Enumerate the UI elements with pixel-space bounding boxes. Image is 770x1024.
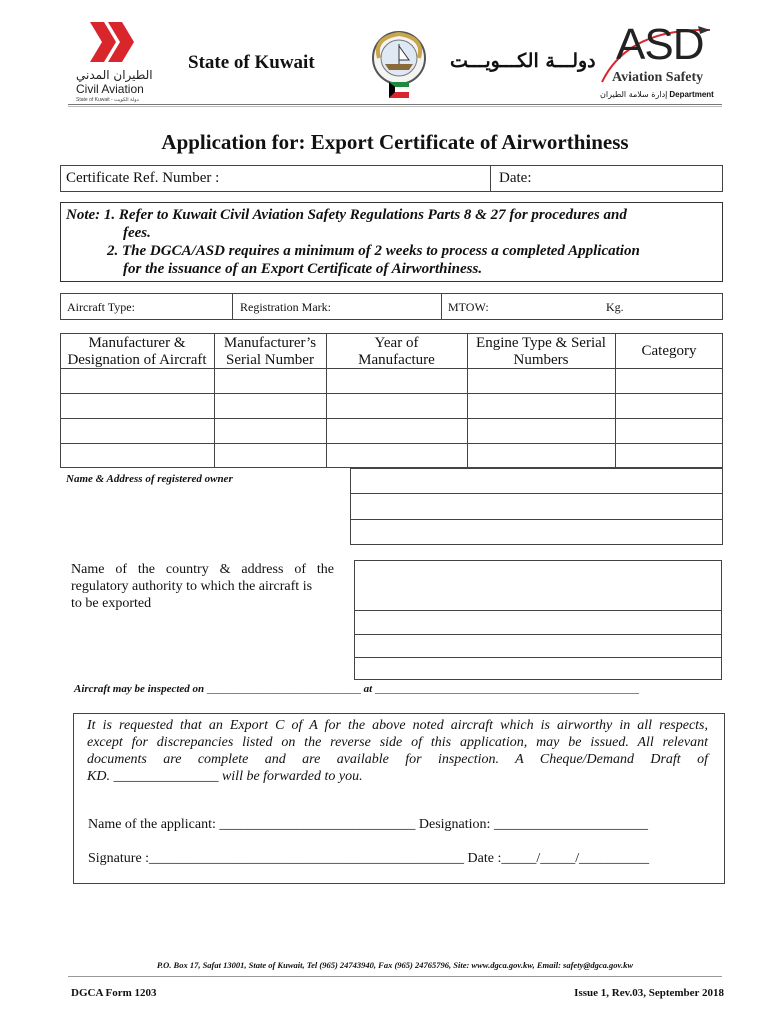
- request-paragraph: [87, 717, 708, 785]
- state-english-title: State of Kuwait: [188, 52, 315, 73]
- table-row-divider: [60, 418, 723, 419]
- country-field-line: [354, 634, 722, 635]
- footer-address: P.O. Box 17, Safat 13001, State of Kuwait, Tel (965) 24743940, Fax (965) 24765796, Site: www.dgca.gov.kw, Email: safety@dgca.gov.kw: [156, 960, 634, 970]
- civil-aviation-logo: [72, 22, 182, 108]
- col-header-manufacturer: [60, 335, 214, 369]
- request-line-1: It is requested that an Export C of A for the above noted aircraft which is airworthy in all respects,: [87, 718, 708, 733]
- request-line-4: KD. _______________ will be forwarded to you.: [87, 769, 363, 784]
- signature-line[interactable]: Signature :_____________________________________________ Date :_____/_____/__________: [88, 851, 650, 866]
- header-rule: [68, 104, 722, 105]
- cert-ref-field[interactable]: [60, 165, 491, 192]
- kuwait-emblem-icon: [367, 28, 431, 100]
- inspect-location-blank[interactable]: ________________________________________________: [374, 683, 639, 695]
- country-label-line2: regulatory authority to which the aircraft is: [71, 579, 313, 594]
- country-field[interactable]: [354, 560, 722, 680]
- owner-field-line: [350, 519, 723, 520]
- col-header-engine: [467, 335, 615, 369]
- state-arabic-title: دولـــة الكـــويـــت: [450, 50, 596, 72]
- applicant-line[interactable]: Name of the applicant: ____________________________ Designation: ______________________: [88, 817, 648, 832]
- note-line-2b: for the issuance of an Export Certificate of Airworthiness.: [123, 261, 483, 277]
- col-header-year: [326, 335, 467, 369]
- request-line-2: except for discrepancies listed on the reverse side of this application, may be issued. All relevant: [87, 735, 708, 750]
- col-header-category: Category: [641, 343, 697, 359]
- col-header-serial-line1: Manufacturer’s: [223, 335, 317, 351]
- page-title: Application for: Export Certificate of Airworthiness: [161, 130, 629, 154]
- asd-logo: [598, 20, 714, 104]
- inspect-line: [74, 683, 639, 695]
- table-row-divider: [60, 443, 723, 444]
- logo-english-text: Civil Aviation: [76, 82, 144, 96]
- footer-rule: [68, 976, 722, 977]
- inspect-date-blank[interactable]: ____________________________: [206, 683, 361, 695]
- header-rule-2: [68, 106, 722, 107]
- country-label: [71, 561, 334, 612]
- note-line-2: 2. The DGCA/ASD requires a minimum of 2 weeks to process a completed Application: [107, 243, 640, 259]
- aircraft-type-field[interactable]: [60, 293, 233, 320]
- asd-name: Aviation Safety: [612, 70, 704, 85]
- col-header-serial-line2: Serial Number: [226, 352, 314, 368]
- kg-label: Kg.: [606, 300, 624, 314]
- cert-ref-label: Certificate Ref. Number :: [66, 170, 220, 186]
- col-header-engine-line2: Numbers: [513, 352, 569, 368]
- country-field-line: [354, 657, 722, 658]
- asd-department: Department: [669, 90, 714, 99]
- col-header-manufacturer-line2: Designation of Aircraft: [67, 352, 207, 368]
- date-field[interactable]: [490, 165, 723, 192]
- owner-label: Name & Address of registered owner: [66, 473, 233, 485]
- inspect-at-label: at: [363, 683, 373, 695]
- note-line-1: Note: 1. Refer to Kuwait Civil Aviation Safety Regulations Parts 8 & 27 for procedures and: [66, 207, 627, 223]
- logo-small-text: State of Kuwait - دولة الكويت: [76, 97, 139, 103]
- issue-info: Issue 1, Rev.03, September 2018: [574, 987, 724, 999]
- registration-label: Registration Mark:: [240, 300, 331, 314]
- request-box: [73, 713, 725, 884]
- note-line-1b: fees.: [123, 225, 151, 241]
- form-number: DGCA Form 1203: [71, 987, 157, 999]
- owner-field[interactable]: [350, 468, 723, 545]
- col-header-manufacturer-line1: Manufacturer &: [88, 335, 186, 351]
- country-label-line3: to be exported: [71, 596, 152, 611]
- col-header-year-line1: Year of: [374, 335, 419, 351]
- chevron-logo-icon: [90, 22, 150, 62]
- asd-letters: ASD: [616, 20, 704, 69]
- logo-arabic-text: الطيران المدني: [76, 68, 153, 82]
- mtow-field[interactable]: [441, 293, 723, 320]
- owner-field-line: [350, 493, 723, 494]
- registration-field[interactable]: [232, 293, 442, 320]
- aircraft-type-label: Aircraft Type:: [67, 300, 135, 314]
- col-header-engine-line1: Engine Type & Serial: [476, 335, 606, 351]
- col-header-serial: [214, 335, 326, 369]
- asd-arabic: إدارة سلامة الطيران: [600, 90, 668, 99]
- inspect-label: Aircraft may be inspected on: [74, 683, 205, 695]
- col-header-year-line2: Manufacture: [358, 352, 435, 368]
- mtow-label: MTOW:: [448, 300, 489, 314]
- table-row-divider: [60, 393, 723, 394]
- note-box: [60, 202, 723, 282]
- country-field-line: [354, 610, 722, 611]
- request-line-3: documents are complete and are available for inspection. A Cheque/Demand Draft of: [87, 752, 708, 767]
- country-label-line1: Name of the country & address of the: [71, 562, 334, 577]
- date-label: Date:: [499, 170, 532, 186]
